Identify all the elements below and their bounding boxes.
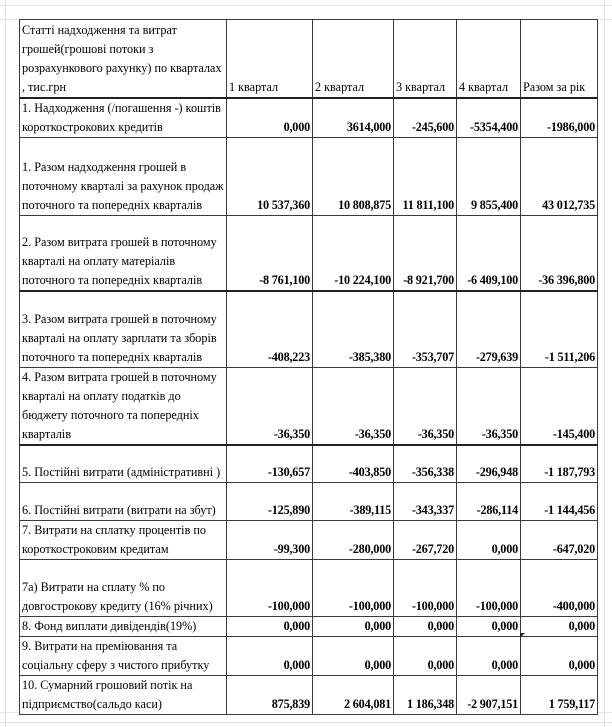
row-label-cell[interactable]: 1. Надходження (/погашення -) коштів короткострокових кредитів	[20, 98, 227, 138]
total-value-cell[interactable]: -647,020	[521, 521, 598, 560]
q3-value-cell[interactable]: -8 921,700	[394, 215, 457, 291]
table-row	[20, 560, 598, 617]
q4-value-cell[interactable]: -36,350	[457, 367, 521, 445]
header-label-cell[interactable]: Статті надходження та витрат грошей(грошові потоки з розрахункового рахунку) по кварталах , тис.грн	[20, 20, 227, 98]
table-row	[20, 676, 598, 715]
q2-value-cell[interactable]: 0,000	[313, 637, 394, 676]
q4-value-cell[interactable]: 0,000	[457, 637, 521, 676]
gridline	[0, 5, 612, 6]
header-total-cell[interactable]: Разом за рік	[521, 20, 598, 98]
q4-value-cell[interactable]: -5354,400	[457, 98, 521, 138]
gridline	[604, 0, 605, 727]
q3-value-cell[interactable]: -356,338	[394, 445, 457, 483]
table-row	[20, 617, 598, 637]
row-label-cell[interactable]: 3. Разом витрата грошей в поточному кварталі на оплату зарплати та зборів поточного та попередніх кварталів	[20, 291, 227, 367]
q2-value-cell[interactable]: 10 808,875	[313, 137, 394, 215]
gridline	[5, 0, 6, 727]
total-value-cell[interactable]: -1 187,793	[521, 445, 598, 483]
row-label-cell[interactable]: 6. Постійні витрати (витрати на збут)	[20, 483, 227, 521]
cash-flow-table	[19, 19, 598, 715]
row-label-cell[interactable]: 7а) Витрати на сплату % по довгострокову кредиту (16% річних)	[20, 560, 227, 617]
q1-value-cell[interactable]: -408,223	[227, 291, 313, 367]
q1-value-cell[interactable]: -130,657	[227, 445, 313, 483]
row-label-cell[interactable]: 2. Разом витрата грошей в поточному кварталі на оплату матеріалів поточного та попередніх кварталів	[20, 215, 227, 291]
row-label-cell[interactable]: 7. Витрати на сплатку процентів по короткостроковим кредитам	[20, 521, 227, 560]
header-q4-cell[interactable]: 4 квартал	[457, 20, 521, 98]
q4-value-cell[interactable]: 9 855,400	[457, 137, 521, 215]
header-q1-cell[interactable]: 1 квартал	[227, 20, 313, 98]
total-value-cell[interactable]: 43 012,735	[521, 137, 598, 215]
total-value-cell[interactable]: 0,000	[521, 637, 598, 676]
q3-value-cell[interactable]: -36,350	[394, 367, 457, 445]
table-row	[20, 98, 598, 138]
q3-value-cell[interactable]: -267,720	[394, 521, 457, 560]
row-label-cell[interactable]: 10. Сумарний грошовий потік на підприємство(сальдо каси)	[20, 676, 227, 715]
header-q2-cell[interactable]: 2 квартал	[313, 20, 394, 98]
q4-value-cell[interactable]: -6 409,100	[457, 215, 521, 291]
table-row	[20, 521, 598, 560]
q4-value-cell[interactable]: -286,114	[457, 483, 521, 521]
q4-value-cell[interactable]: -100,000	[457, 560, 521, 617]
q2-value-cell[interactable]: -36,350	[313, 367, 394, 445]
table-row	[20, 445, 598, 483]
q2-value-cell[interactable]: -10 224,100	[313, 215, 394, 291]
total-value-cell[interactable]: -1 511,206	[521, 291, 598, 367]
table-row	[20, 291, 598, 367]
q2-value-cell[interactable]: 2 604,081	[313, 676, 394, 715]
table-row	[20, 367, 598, 445]
total-value-cell[interactable]: -1 144,456	[521, 483, 598, 521]
q2-value-cell[interactable]: -403,850	[313, 445, 394, 483]
q4-value-cell[interactable]: -279,639	[457, 291, 521, 367]
total-value-cell[interactable]: -145,400	[521, 367, 598, 445]
table-row	[20, 215, 598, 291]
q3-value-cell[interactable]: 0,000	[394, 617, 457, 637]
q2-value-cell[interactable]: 3614,000	[313, 98, 394, 138]
q2-value-cell[interactable]: -100,000	[313, 560, 394, 617]
row-label-cell[interactable]: 1. Разом надходження грошей в поточному кварталі за рахунок продаж поточного та попередніх кварталів	[20, 137, 227, 215]
q1-value-cell[interactable]: -36,350	[227, 367, 313, 445]
q4-value-cell[interactable]: -2 907,151	[457, 676, 521, 715]
q3-value-cell[interactable]: 11 811,100	[394, 137, 457, 215]
q1-value-cell[interactable]: 0,000	[227, 617, 313, 637]
row-label-cell[interactable]: 8. Фонд виплати дивідендів(19%)	[20, 617, 227, 637]
q2-value-cell[interactable]: -385,380	[313, 291, 394, 367]
q4-value-cell[interactable]: 0,000	[457, 521, 521, 560]
q1-value-cell[interactable]: -8 761,100	[227, 215, 313, 291]
q1-value-cell[interactable]: 0,000	[227, 637, 313, 676]
q1-value-cell[interactable]: -125,890	[227, 483, 313, 521]
table-row	[20, 483, 598, 521]
q3-value-cell[interactable]: 1 186,348	[394, 676, 457, 715]
q1-value-cell[interactable]: 875,839	[227, 676, 313, 715]
gridline	[0, 722, 612, 723]
header-q3-cell[interactable]: 3 квартал	[394, 20, 457, 98]
q2-value-cell[interactable]: -389,115	[313, 483, 394, 521]
total-value-cell[interactable]: -1986,000	[521, 98, 598, 138]
total-value-cell[interactable]: -400,000	[521, 560, 598, 617]
q3-value-cell[interactable]: -245,600	[394, 98, 457, 138]
q3-value-cell[interactable]: 0,000	[394, 637, 457, 676]
q3-value-cell[interactable]: -343,337	[394, 483, 457, 521]
table-row	[20, 137, 598, 215]
total-value-cell[interactable]: -36 396,800	[521, 215, 598, 291]
q2-value-cell[interactable]: 0,000	[313, 617, 394, 637]
comment-indicator-icon	[520, 633, 525, 638]
total-value-cell[interactable]: 0,000	[521, 617, 598, 637]
q1-value-cell[interactable]: -100,000	[227, 560, 313, 617]
table-row	[20, 637, 598, 676]
row-label-cell[interactable]: 5. Постійні витрати (адміністративні )	[20, 445, 227, 483]
row-label-cell[interactable]: 9. Витрати на преміювання та соціальну сферу з чистого прибутку	[20, 637, 227, 676]
q4-value-cell[interactable]: 0,000	[457, 617, 521, 637]
header-row	[20, 20, 598, 98]
q3-value-cell[interactable]: -100,000	[394, 560, 457, 617]
q2-value-cell[interactable]: -280,000	[313, 521, 394, 560]
q3-value-cell[interactable]: -353,707	[394, 291, 457, 367]
q1-value-cell[interactable]: 0,000	[227, 98, 313, 138]
row-label-cell[interactable]: 4. Разом витрата грошей в поточному кварталі на оплату податків до бюджету поточного та попередніх кварталів	[20, 367, 227, 445]
q1-value-cell[interactable]: -99,300	[227, 521, 313, 560]
total-value-cell[interactable]: 1 759,117	[521, 676, 598, 715]
q1-value-cell[interactable]: 10 537,360	[227, 137, 313, 215]
q4-value-cell[interactable]: -296,948	[457, 445, 521, 483]
